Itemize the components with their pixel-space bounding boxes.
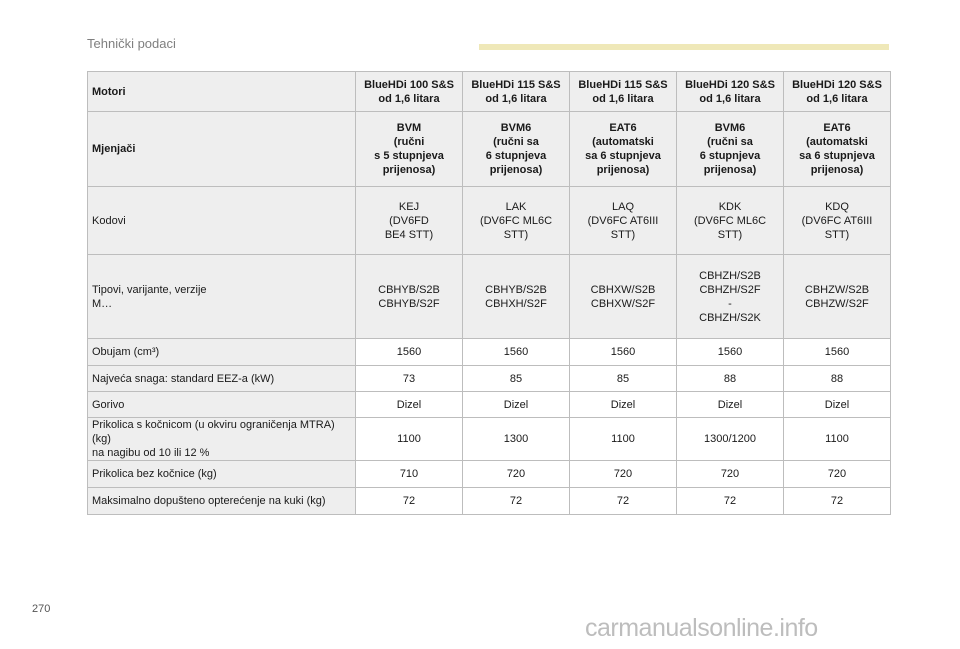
value-cell: 720 [463, 461, 570, 488]
gearbox-cell: EAT6 (automatski sa 6 stupnjeva prijenosa) [570, 112, 677, 187]
value-cell: 72 [677, 488, 784, 515]
gearbox-cell: BVM6 (ručni sa 6 stupnjeva prijenosa) [463, 112, 570, 187]
value-cell: 1560 [463, 339, 570, 366]
value-cell: 720 [784, 461, 891, 488]
row-label: Prikolica s kočnicom (u okviru ograničenja MTRA) (kg) na nagibu od 10 ili 12 % [88, 418, 356, 461]
section-title: Tehnički podaci [87, 36, 176, 51]
value-cell: 72 [463, 488, 570, 515]
type-cell: CBHZH/S2B CBHZH/S2F - CBHZH/S2K [677, 255, 784, 339]
row-label-motori: Motori [88, 72, 356, 112]
value-cell: 720 [570, 461, 677, 488]
value-cell: Dizel [570, 392, 677, 418]
table-row [88, 461, 891, 488]
value-cell: 88 [677, 366, 784, 392]
value-cell: 1300/1200 [677, 418, 784, 461]
value-cell: 1100 [356, 418, 463, 461]
row-label-mjenjaci: Mjenjači [88, 112, 356, 187]
table-row [88, 339, 891, 366]
header-accent-bar [479, 44, 889, 50]
value-cell: Dizel [356, 392, 463, 418]
value-cell: 720 [677, 461, 784, 488]
table-row-kodovi [88, 187, 891, 255]
code-cell: KDK (DV6FC ML6C STT) [677, 187, 784, 255]
value-cell: Dizel [463, 392, 570, 418]
code-cell: KDQ (DV6FC AT6III STT) [784, 187, 891, 255]
table-row-tipovi [88, 255, 891, 339]
gearbox-cell: BVM (ručni s 5 stupnjeva prijenosa) [356, 112, 463, 187]
code-cell: LAQ (DV6FC AT6III STT) [570, 187, 677, 255]
value-cell: 1560 [570, 339, 677, 366]
value-cell: 72 [570, 488, 677, 515]
row-label: Maksimalno dopušteno opterećenje na kuki (kg) [88, 488, 356, 515]
value-cell: 710 [356, 461, 463, 488]
table-row-motori [88, 72, 891, 112]
row-label: Gorivo [88, 392, 356, 418]
type-cell: CBHYB/S2B CBHYB/S2F [356, 255, 463, 339]
row-label: Najveća snaga: standard EEZ-a (kW) [88, 366, 356, 392]
type-cell: CBHXW/S2B CBHXW/S2F [570, 255, 677, 339]
code-cell: KEJ (DV6FD BE4 STT) [356, 187, 463, 255]
value-cell: 1100 [784, 418, 891, 461]
table-row [88, 392, 891, 418]
table-row [88, 418, 891, 461]
engine-cell: BlueHDi 100 S&S od 1,6 litara [356, 72, 463, 112]
row-label-tipovi: Tipovi, varijante, verzije M… [88, 255, 356, 339]
value-cell: 72 [356, 488, 463, 515]
value-cell: 73 [356, 366, 463, 392]
value-cell: 72 [784, 488, 891, 515]
specifications-table [87, 71, 891, 515]
row-label: Prikolica bez kočnice (kg) [88, 461, 356, 488]
engine-cell: BlueHDi 115 S&S od 1,6 litara [463, 72, 570, 112]
type-cell: CBHZW/S2B CBHZW/S2F [784, 255, 891, 339]
value-cell: 1100 [570, 418, 677, 461]
page-number: 270 [32, 603, 51, 615]
engine-cell: BlueHDi 120 S&S od 1,6 litara [677, 72, 784, 112]
value-cell: 85 [570, 366, 677, 392]
gearbox-cell: BVM6 (ručni sa 6 stupnjeva prijenosa) [677, 112, 784, 187]
watermark: carmanualsonline.info [585, 614, 818, 642]
value-cell: 85 [463, 366, 570, 392]
table-row-mjenjaci [88, 112, 891, 187]
row-label-kodovi: Kodovi [88, 187, 356, 255]
gearbox-cell: EAT6 (automatski sa 6 stupnjeva prijenosa) [784, 112, 891, 187]
value-cell: 1560 [677, 339, 784, 366]
value-cell: 1560 [784, 339, 891, 366]
engine-cell: BlueHDi 120 S&S od 1,6 litara [784, 72, 891, 112]
code-cell: LAK (DV6FC ML6C STT) [463, 187, 570, 255]
value-cell: 1560 [356, 339, 463, 366]
value-cell: Dizel [784, 392, 891, 418]
table-row [88, 366, 891, 392]
row-label: Obujam (cm³) [88, 339, 356, 366]
table-row [88, 488, 891, 515]
value-cell: 1300 [463, 418, 570, 461]
value-cell: Dizel [677, 392, 784, 418]
engine-cell: BlueHDi 115 S&S od 1,6 litara [570, 72, 677, 112]
type-cell: CBHYB/S2B CBHXH/S2F [463, 255, 570, 339]
value-cell: 88 [784, 366, 891, 392]
